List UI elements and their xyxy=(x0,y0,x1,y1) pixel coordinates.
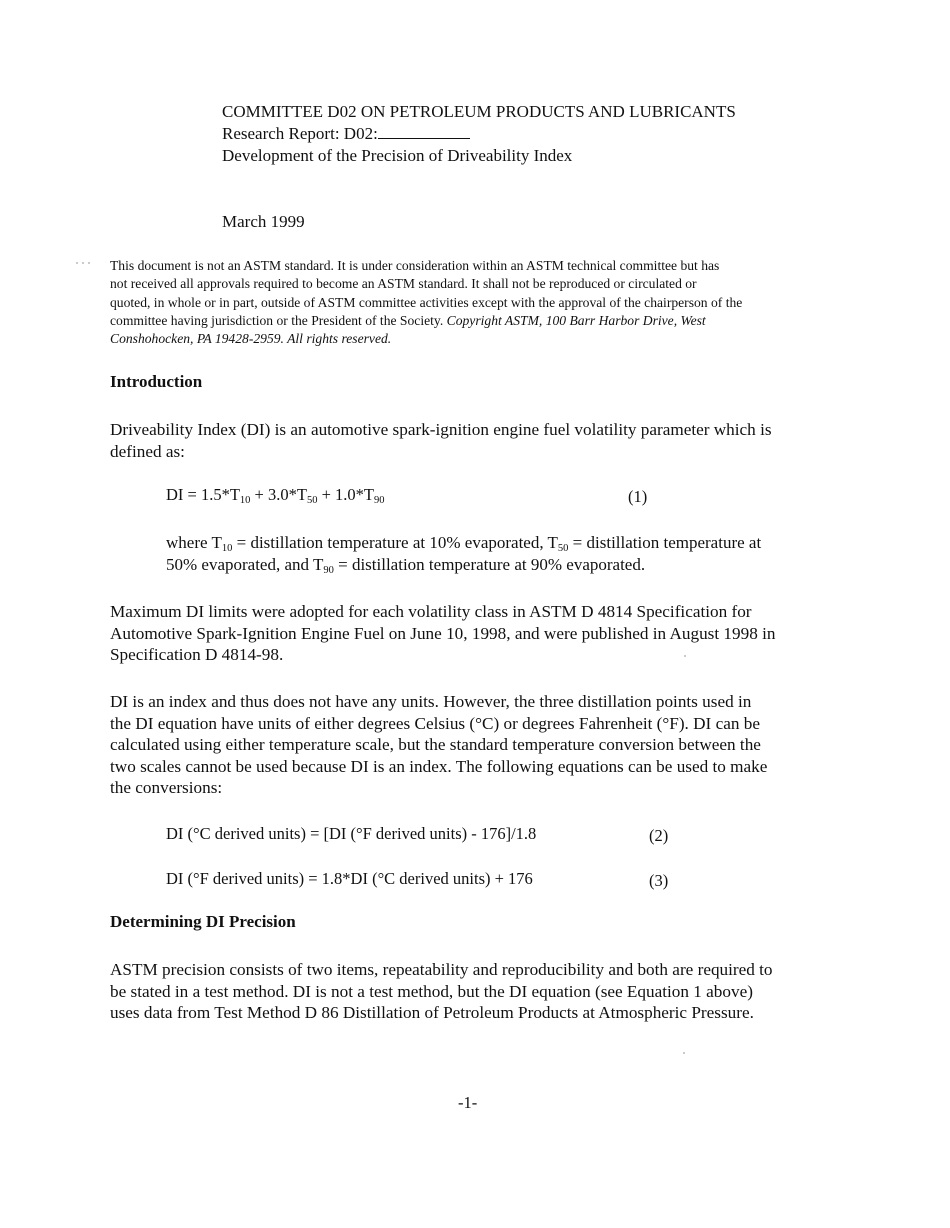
notice-line: not received all approvals required to become an ASTM standard. It shall not be reproduced or circulated or xyxy=(110,276,697,292)
copyright-notice xyxy=(110,257,850,348)
report-number-blank xyxy=(378,124,470,139)
paragraph-line: Driveability Index (DI) is an automotive spark-ignition engine fuel volatility parameter which is xyxy=(110,420,772,439)
document-date: March 1999 xyxy=(222,212,305,231)
scan-speck xyxy=(88,262,90,264)
notice-line xyxy=(110,312,850,330)
paragraph-line: Maximum DI limits were adopted for each volatility class in ASTM D 4814 Specification for xyxy=(110,602,752,621)
subscript: 50 xyxy=(306,495,318,506)
precision-paragraph xyxy=(110,959,845,1024)
subscript: 10 xyxy=(239,495,251,506)
paragraph-line: calculated using either temperature scale, but the standard temperature conversion between the xyxy=(110,735,761,754)
equation-2-number: (2) xyxy=(649,826,669,845)
report-number xyxy=(222,123,470,145)
definition-text: = distillation temperature at 10% evaporated, T xyxy=(232,533,558,552)
scan-speck xyxy=(683,1052,685,1054)
notice-line: Conshohocken, PA 19428-2959. All rights reserved. xyxy=(110,331,392,347)
definition-text: = distillation temperature at 90% evaporated. xyxy=(333,554,646,574)
paragraph-line: Specification D 4814-98. xyxy=(110,645,284,664)
paragraph-line: ASTM precision consists of two items, repeatability and reproducibility and both are required to xyxy=(110,960,773,979)
paragraph-line: DI is an index and thus does not have any units. However, the three distillation points used in xyxy=(110,692,752,711)
paragraph-line: the conversions: xyxy=(110,778,223,797)
scan-speck xyxy=(684,655,686,657)
notice-line: This document is not an ASTM standard. It is under consideration within an ASTM technical committee but has xyxy=(110,258,720,273)
equation-2: DI (°C derived units) = [DI (°F derived units) - 176]/1.8 xyxy=(166,824,537,843)
notice-line: quoted, in whole or in part, outside of ASTM committee activities except with the approval of the chairperson of the xyxy=(110,294,743,310)
equation-text: DI = 1.5*T xyxy=(166,485,240,504)
intro-paragraph xyxy=(110,419,845,462)
variable-definitions xyxy=(166,532,856,575)
scan-speck xyxy=(82,262,84,264)
equation-1-number: (1) xyxy=(628,487,648,506)
precision-heading: Determining DI Precision xyxy=(110,912,296,931)
copyright-text: Copyright ASTM, 100 Barr Harbor Drive, West xyxy=(446,312,706,328)
report-label: Research Report: D02: xyxy=(222,124,378,143)
page-number: -1- xyxy=(458,1093,478,1112)
subscript: 50 xyxy=(557,543,569,554)
equation-1 xyxy=(166,485,384,505)
definition-text: 50% evaporated, and T xyxy=(166,554,324,574)
introduction-heading: Introduction xyxy=(110,372,203,391)
definition-line xyxy=(166,532,856,554)
definition-text: where T xyxy=(166,533,222,552)
definition-line xyxy=(166,554,856,576)
scan-speck xyxy=(76,262,78,264)
paragraph-line: two scales cannot be used because DI is an index. The following equations can be used to make xyxy=(110,756,768,776)
subscript: 10 xyxy=(221,543,233,554)
committee-title: COMMITTEE D02 ON PETROLEUM PRODUCTS AND LUBRICANTS xyxy=(222,102,736,121)
units-paragraph xyxy=(110,691,845,799)
equation-3: DI (°F derived units) = 1.8*DI (°C derived units) + 176 xyxy=(166,869,533,888)
equation-text: + 3.0*T xyxy=(250,485,307,504)
di-limits-paragraph xyxy=(110,601,845,666)
subscript: 90 xyxy=(323,564,334,576)
definition-text: = distillation temperature at xyxy=(568,533,762,552)
subscript: 90 xyxy=(373,495,385,506)
paragraph-line: be stated in a test method. DI is not a test method, but the DI equation (see Equation 1 above) xyxy=(110,981,753,1001)
equation-3-number: (3) xyxy=(649,871,669,890)
paragraph-line: Automotive Spark-Ignition Engine Fuel on June 10, 1998, and were published in August 1998 in xyxy=(110,623,776,643)
document-title: Development of the Precision of Driveability Index xyxy=(222,146,573,165)
equation-text: + 1.0*T xyxy=(317,485,374,504)
paragraph-line: uses data from Test Method D 86 Distillation of Petroleum Products at Atmospheric Pressure. xyxy=(110,1003,754,1022)
notice-text: committee having jurisdiction or the President of the Society. xyxy=(110,312,444,328)
paragraph-line: defined as: xyxy=(110,441,185,461)
paragraph-line: the DI equation have units of either degrees Celsius (°C) or degrees Fahrenheit (°F). DI can be xyxy=(110,713,760,733)
